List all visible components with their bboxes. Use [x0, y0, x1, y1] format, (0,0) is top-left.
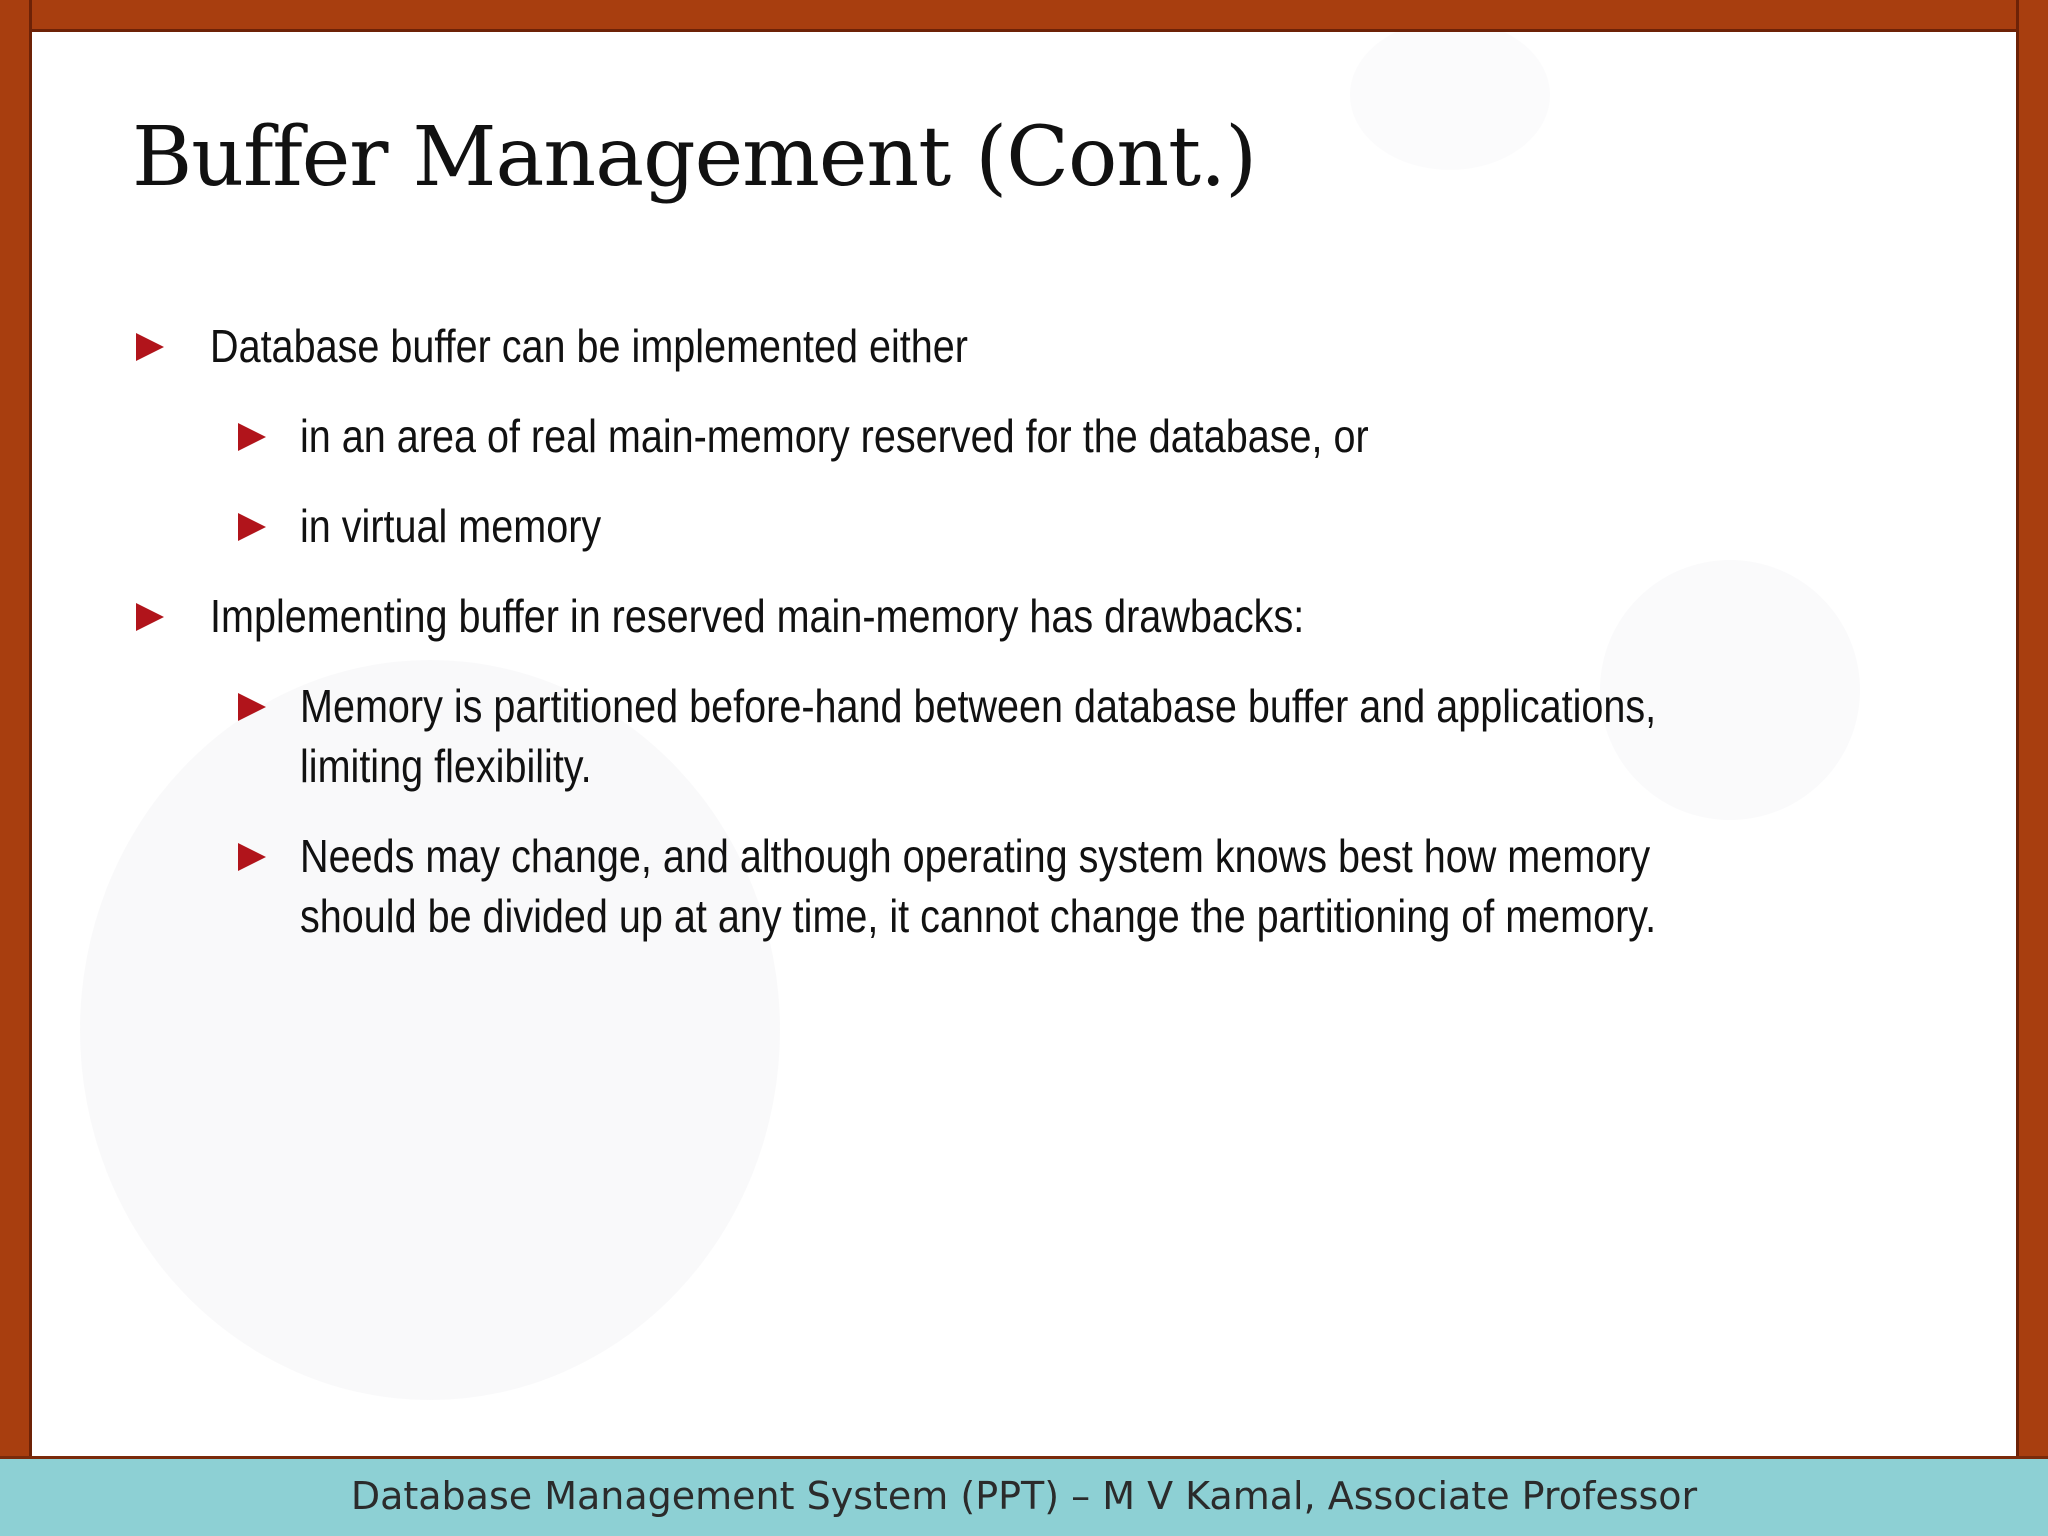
bullet-text: Implementing buffer in reserved main-memory has drawbacks:	[210, 590, 1305, 642]
frame-right-border	[2016, 0, 2048, 1456]
bullet-text: in virtual memory	[300, 500, 602, 552]
bullet-text: Memory is partitioned before-hand between database buffer and applications, limiting flexibility.	[300, 680, 1657, 792]
frame-left-border	[0, 0, 32, 1456]
triangle-right-icon	[238, 843, 266, 871]
sub-bullet-item	[132, 496, 1912, 556]
bullet-text: Needs may change, and although operating system knows best how memory should be divided up at any time, it cannot change the partitioning of memory.	[300, 830, 1657, 942]
slide-title: Buffer Management (Cont.)	[132, 110, 1257, 205]
triangle-right-icon	[238, 693, 266, 721]
triangle-right-icon	[238, 423, 266, 451]
sub-bullet-item	[132, 676, 1912, 796]
bullet-text: in an area of real main-memory reserved for the database, or	[300, 410, 1369, 462]
triangle-right-icon	[136, 603, 164, 631]
triangle-right-icon	[238, 513, 266, 541]
triangle-right-icon	[136, 333, 164, 361]
decorative-circle	[1350, 20, 1550, 170]
bullet-text: Database buffer can be implemented either	[210, 320, 968, 372]
bullet-item	[132, 586, 1912, 646]
sub-bullet-item	[132, 406, 1912, 466]
bullet-item	[132, 316, 1912, 376]
sub-bullet-item	[132, 826, 1912, 946]
bullet-list	[132, 316, 1912, 976]
frame-top-border	[0, 0, 2048, 32]
slide-footer: Database Management System (PPT) – M V Kamal, Associate Professor	[0, 1456, 2048, 1536]
